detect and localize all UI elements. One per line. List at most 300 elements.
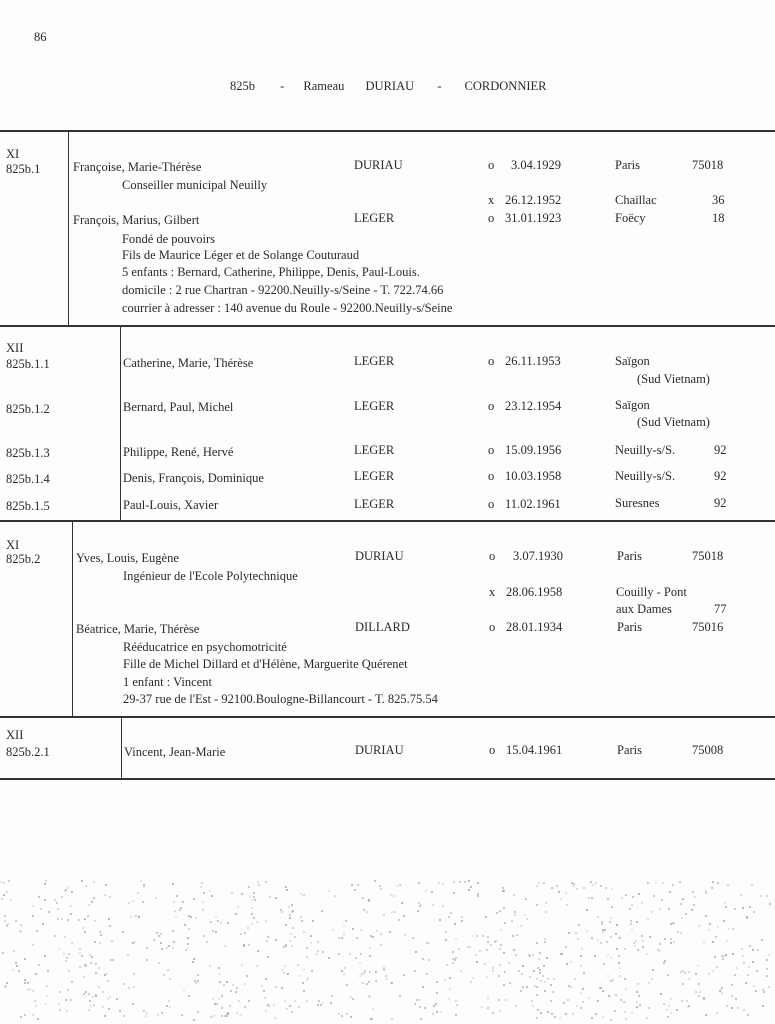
noise-dot bbox=[620, 999, 622, 1001]
noise-dot bbox=[197, 974, 199, 976]
noise-dot bbox=[169, 1006, 171, 1008]
noise-dot bbox=[452, 958, 454, 960]
noise-dot bbox=[552, 991, 554, 993]
noise-dot bbox=[415, 951, 417, 953]
noise-dot bbox=[360, 929, 362, 931]
noise-dot bbox=[500, 944, 502, 946]
person-surname: LEGER bbox=[354, 354, 395, 368]
noise-dot bbox=[615, 933, 617, 935]
noise-dot bbox=[182, 901, 184, 903]
noise-dot bbox=[306, 956, 308, 958]
noise-dot bbox=[565, 1013, 567, 1015]
noise-dot bbox=[694, 896, 696, 898]
noise-dot bbox=[209, 890, 211, 892]
noise-dot bbox=[594, 955, 596, 957]
noise-dot bbox=[642, 940, 644, 942]
noise-dot bbox=[561, 953, 563, 955]
birth-mark: o bbox=[488, 497, 495, 511]
noise-dot bbox=[218, 967, 220, 969]
noise-dot bbox=[311, 970, 313, 972]
noise-dot bbox=[172, 883, 174, 885]
noise-dot bbox=[385, 975, 387, 977]
noise-dot bbox=[267, 936, 269, 938]
header-surname2: CORDONNIER bbox=[464, 79, 547, 93]
noise-dot bbox=[160, 933, 162, 935]
noise-dot bbox=[61, 896, 63, 898]
noise-dot bbox=[518, 970, 520, 972]
person-detail: Rééducatrice en psychomotricité bbox=[123, 640, 287, 654]
noise-dot bbox=[352, 928, 354, 930]
noise-dot bbox=[391, 911, 393, 913]
noise-dot bbox=[16, 965, 18, 967]
noise-dot bbox=[332, 929, 334, 931]
noise-dot bbox=[558, 891, 560, 893]
noise-dot bbox=[747, 1014, 749, 1016]
noise-dot bbox=[261, 985, 263, 987]
noise-dot bbox=[536, 994, 538, 996]
noise-dot bbox=[383, 967, 385, 969]
noise-dot bbox=[687, 1006, 689, 1008]
noise-dot bbox=[168, 945, 170, 947]
noise-dot bbox=[634, 945, 636, 947]
person-given-names: Paul-Louis, Xavier bbox=[123, 498, 219, 512]
noise-dot bbox=[193, 958, 195, 960]
noise-dot bbox=[4, 986, 6, 988]
person-detail: courrier à adresser : 140 avenue du Roule - 92200.Neuilly-s/Seine bbox=[122, 301, 453, 315]
noise-dot bbox=[257, 950, 259, 952]
person-given-names: Philippe, René, Hervé bbox=[123, 445, 234, 459]
noise-dot bbox=[90, 962, 92, 964]
noise-dot bbox=[597, 916, 599, 918]
noise-dot bbox=[708, 929, 710, 931]
noise-dot bbox=[431, 891, 433, 893]
person-surname: LEGER bbox=[354, 469, 395, 483]
noise-dot bbox=[515, 954, 517, 956]
noise-dot bbox=[306, 1000, 308, 1002]
noise-dot bbox=[146, 959, 148, 961]
noise-dot bbox=[476, 935, 478, 937]
noise-dot bbox=[119, 1010, 121, 1012]
entry-number: 825b.1 bbox=[6, 162, 41, 176]
noise-dot bbox=[536, 885, 538, 887]
noise-dot bbox=[102, 991, 104, 993]
noise-dot bbox=[109, 996, 111, 998]
noise-dot bbox=[85, 991, 87, 993]
header-code: 825b bbox=[230, 79, 255, 93]
noise-dot bbox=[83, 993, 85, 995]
noise-dot bbox=[647, 918, 649, 920]
noise-dot bbox=[338, 953, 340, 955]
noise-dot bbox=[194, 980, 196, 982]
noise-dot bbox=[210, 921, 212, 923]
noise-dot bbox=[213, 1015, 215, 1017]
birth-date: 10.03.1958 bbox=[505, 469, 562, 483]
noise-dot bbox=[71, 942, 73, 944]
noise-dot bbox=[567, 999, 569, 1001]
noise-dot bbox=[230, 990, 232, 992]
noise-dot bbox=[513, 949, 515, 951]
noise-dot bbox=[251, 913, 253, 915]
noise-dot bbox=[104, 1015, 106, 1017]
noise-dot bbox=[522, 965, 524, 967]
noise-dot bbox=[636, 991, 638, 993]
noise-dot bbox=[433, 1005, 435, 1007]
noise-dot bbox=[3, 882, 5, 884]
noise-dot bbox=[452, 951, 454, 953]
noise-dot bbox=[65, 889, 67, 891]
noise-dot bbox=[575, 932, 577, 934]
noise-dot bbox=[583, 972, 585, 974]
noise-dot bbox=[192, 961, 194, 963]
marriage-date: 26.12.1952 bbox=[505, 193, 562, 207]
noise-dot bbox=[212, 998, 214, 1000]
noise-dot bbox=[109, 896, 111, 898]
noise-dot bbox=[81, 880, 83, 882]
noise-dot bbox=[36, 930, 38, 932]
noise-dot bbox=[532, 954, 534, 956]
noise-dot bbox=[545, 911, 547, 913]
noise-dot bbox=[63, 953, 65, 955]
noise-dot bbox=[745, 982, 747, 984]
noise-dot bbox=[648, 982, 650, 984]
noise-dot bbox=[292, 927, 294, 929]
noise-dot bbox=[544, 990, 546, 992]
noise-dot bbox=[219, 981, 221, 983]
noise-dot bbox=[676, 1009, 678, 1011]
noise-dot bbox=[660, 993, 662, 995]
birth-mark: o bbox=[488, 158, 495, 172]
noise-dot bbox=[595, 882, 597, 884]
noise-dot bbox=[135, 915, 137, 917]
marriage-code: 36 bbox=[712, 193, 725, 207]
noise-dot bbox=[708, 973, 710, 975]
noise-dot bbox=[286, 889, 288, 891]
noise-dot bbox=[294, 936, 296, 938]
birth-date: 11.02.1961 bbox=[505, 497, 561, 511]
noise-dot bbox=[574, 978, 576, 980]
noise-dot bbox=[632, 896, 634, 898]
noise-dot bbox=[572, 885, 574, 887]
noise-dot bbox=[146, 947, 148, 949]
noise-dot bbox=[284, 965, 286, 967]
noise-dot bbox=[83, 976, 85, 978]
noise-dot bbox=[237, 906, 239, 908]
person-surname: LEGER bbox=[354, 443, 395, 457]
noise-dot bbox=[464, 881, 466, 883]
noise-dot bbox=[653, 895, 655, 897]
noise-dot bbox=[468, 889, 470, 891]
birth-mark: o bbox=[488, 443, 495, 457]
noise-dot bbox=[720, 989, 722, 991]
noise-dot bbox=[485, 916, 487, 918]
noise-dot bbox=[624, 1011, 626, 1013]
noise-dot bbox=[526, 986, 528, 988]
noise-dot bbox=[273, 1004, 275, 1006]
noise-dot bbox=[601, 923, 603, 925]
birth-date: 3.07.1930 bbox=[513, 549, 563, 563]
noise-dot bbox=[526, 918, 528, 920]
noise-dot bbox=[286, 1008, 288, 1010]
noise-dot bbox=[566, 963, 568, 965]
noise-dot bbox=[721, 992, 723, 994]
noise-dot bbox=[568, 932, 570, 934]
noise-dot bbox=[241, 964, 243, 966]
noise-dot bbox=[668, 1005, 670, 1007]
birth-code: 75016 bbox=[692, 620, 724, 634]
noise-dot bbox=[303, 969, 305, 971]
person-given-names: Yves, Louis, Eugène bbox=[76, 551, 179, 565]
noise-dot bbox=[438, 882, 440, 884]
noise-dot bbox=[383, 969, 385, 971]
noise-dot bbox=[498, 975, 500, 977]
noise-dot bbox=[44, 883, 46, 885]
birth-mark: o bbox=[489, 620, 496, 634]
noise-dot bbox=[670, 938, 672, 940]
noise-dot bbox=[422, 958, 424, 960]
noise-dot bbox=[123, 983, 125, 985]
noise-dot bbox=[180, 907, 182, 909]
birth-mark: o bbox=[488, 211, 495, 225]
noise-dot bbox=[482, 935, 484, 937]
noise-dot bbox=[610, 936, 612, 938]
noise-dot bbox=[379, 885, 381, 887]
noise-dot bbox=[200, 886, 202, 888]
noise-dot bbox=[538, 958, 540, 960]
noise-dot bbox=[297, 964, 299, 966]
noise-dot bbox=[190, 916, 192, 918]
noise-dot bbox=[351, 884, 353, 886]
noise-dot bbox=[45, 880, 47, 882]
person-detail: 29-37 rue de l'Est - 92100.Boulogne-Billancourt - T. 825.75.54 bbox=[123, 692, 438, 706]
noise-dot bbox=[91, 901, 93, 903]
noise-dot bbox=[240, 1014, 242, 1016]
noise-dot bbox=[591, 1017, 593, 1019]
noise-dot bbox=[368, 981, 370, 983]
noise-dot bbox=[539, 969, 541, 971]
noise-dot bbox=[445, 931, 447, 933]
noise-dot bbox=[168, 1000, 170, 1002]
noise-dot bbox=[95, 972, 97, 974]
noise-dot bbox=[71, 981, 73, 983]
noise-dot bbox=[68, 970, 70, 972]
noise-dot bbox=[688, 971, 690, 973]
birth-place: Neuilly-s/S. bbox=[615, 469, 676, 483]
noise-dot bbox=[56, 902, 58, 904]
noise-dot bbox=[419, 1006, 421, 1008]
noise-dot bbox=[221, 1007, 223, 1009]
noise-dot bbox=[623, 1001, 625, 1003]
noise-dot bbox=[251, 899, 253, 901]
noise-dot bbox=[4, 915, 6, 917]
noise-dot bbox=[618, 962, 620, 964]
noise-dot bbox=[253, 892, 255, 894]
noise-dot bbox=[146, 1012, 148, 1014]
noise-dot bbox=[664, 938, 666, 940]
noise-dot bbox=[288, 906, 290, 908]
noise-dot bbox=[355, 957, 357, 959]
noise-dot bbox=[66, 1010, 68, 1012]
noise-dot bbox=[595, 1013, 597, 1015]
noise-dot bbox=[624, 948, 626, 950]
noise-dot bbox=[167, 969, 169, 971]
noise-dot bbox=[714, 956, 716, 958]
noise-dot bbox=[79, 952, 81, 954]
noise-dot bbox=[559, 1017, 561, 1019]
noise-dot bbox=[525, 898, 527, 900]
birth-place: Paris bbox=[615, 158, 640, 172]
noise-dot bbox=[487, 997, 489, 999]
noise-dot bbox=[469, 946, 471, 948]
noise-dot bbox=[734, 908, 736, 910]
noise-dot bbox=[299, 975, 301, 977]
noise-dot bbox=[352, 998, 354, 1000]
noise-dot bbox=[195, 917, 197, 919]
entry-number: 825b.1.3 bbox=[6, 446, 50, 460]
noise-dot bbox=[414, 1003, 416, 1005]
noise-dot bbox=[251, 923, 253, 925]
noise-dot bbox=[175, 916, 177, 918]
noise-dot bbox=[611, 888, 613, 890]
noise-dot bbox=[58, 948, 60, 950]
noise-dot bbox=[92, 996, 94, 998]
noise-dot bbox=[85, 885, 87, 887]
noise-dot bbox=[173, 901, 175, 903]
noise-dot bbox=[362, 897, 364, 899]
person-detail: Fondé de pouvoirs bbox=[122, 232, 216, 246]
noise-dot bbox=[257, 881, 259, 883]
noise-dot bbox=[715, 936, 717, 938]
noise-dot bbox=[256, 921, 258, 923]
noise-dot bbox=[394, 911, 396, 913]
noise-dot bbox=[7, 923, 9, 925]
noise-dot bbox=[108, 918, 110, 920]
noise-dot bbox=[322, 951, 324, 953]
noise-dot bbox=[536, 942, 538, 944]
birth-code: 92 bbox=[714, 469, 727, 483]
noise-dot bbox=[346, 1013, 348, 1015]
noise-dot bbox=[263, 990, 265, 992]
noise-dot bbox=[515, 1005, 517, 1007]
noise-dot bbox=[499, 964, 501, 966]
noise-dot bbox=[300, 916, 302, 918]
birth-place: Saïgon bbox=[615, 354, 650, 368]
noise-dot bbox=[450, 912, 452, 914]
noise-dot bbox=[160, 942, 162, 944]
birth-date: 3.04.1929 bbox=[511, 158, 561, 172]
entry-number: 825b.1.5 bbox=[6, 499, 50, 513]
noise-dot bbox=[48, 911, 50, 913]
person-detail: Conseiller municipal Neuilly bbox=[122, 178, 268, 192]
noise-dot bbox=[376, 930, 378, 932]
noise-dot bbox=[766, 959, 768, 961]
noise-dot bbox=[166, 947, 168, 949]
noise-dot bbox=[345, 920, 347, 922]
noise-dot bbox=[609, 921, 611, 923]
noise-dot bbox=[540, 1012, 542, 1014]
noise-dot bbox=[428, 942, 430, 944]
noise-dot bbox=[375, 980, 377, 982]
noise-dot bbox=[265, 881, 267, 883]
noise-dot bbox=[619, 975, 621, 977]
noise-dot bbox=[539, 972, 541, 974]
noise-dot bbox=[3, 894, 5, 896]
noise-dot bbox=[580, 1007, 582, 1009]
birth-code: 75008 bbox=[692, 743, 724, 757]
noise-dot bbox=[588, 897, 590, 899]
noise-dot bbox=[253, 917, 255, 919]
noise-dot bbox=[511, 920, 513, 922]
noise-dot bbox=[611, 906, 613, 908]
noise-dot bbox=[298, 1006, 300, 1008]
noise-dot bbox=[680, 932, 682, 934]
noise-dot bbox=[591, 937, 593, 939]
noise-dot bbox=[87, 915, 89, 917]
noise-dot bbox=[514, 914, 516, 916]
noise-dot bbox=[736, 967, 738, 969]
noise-dot bbox=[524, 914, 526, 916]
noise-dot bbox=[138, 916, 140, 918]
noise-dot bbox=[680, 903, 682, 905]
noise-dot bbox=[27, 982, 29, 984]
section-divider bbox=[0, 325, 775, 327]
noise-dot bbox=[251, 907, 253, 909]
noise-dot bbox=[766, 975, 768, 977]
noise-dot bbox=[496, 912, 498, 914]
noise-dot bbox=[698, 983, 700, 985]
noise-dot bbox=[566, 904, 568, 906]
noise-dot bbox=[188, 928, 190, 930]
noise-dot bbox=[749, 906, 751, 908]
noise-dot bbox=[723, 920, 725, 922]
noise-dot bbox=[659, 943, 661, 945]
noise-dot bbox=[442, 883, 444, 885]
noise-dot bbox=[15, 920, 17, 922]
noise-dot bbox=[716, 966, 718, 968]
noise-dot bbox=[565, 946, 567, 948]
noise-dot bbox=[614, 1010, 616, 1012]
noise-dot bbox=[93, 897, 95, 899]
noise-dot bbox=[354, 889, 356, 891]
noise-dot bbox=[300, 893, 302, 895]
generation-label: XI bbox=[6, 538, 20, 552]
noise-dot bbox=[35, 973, 37, 975]
noise-dot bbox=[705, 892, 707, 894]
noise-dot bbox=[399, 884, 401, 886]
noise-dot bbox=[4, 920, 6, 922]
person-given-names: Françoise, Marie-Thérèse bbox=[73, 160, 202, 174]
noise-dot bbox=[404, 934, 406, 936]
noise-dot bbox=[24, 1014, 26, 1016]
noise-dot bbox=[247, 927, 249, 929]
noise-dot bbox=[341, 937, 343, 939]
noise-dot bbox=[264, 997, 266, 999]
noise-dot bbox=[586, 909, 588, 911]
noise-dot bbox=[607, 975, 609, 977]
noise-dot bbox=[193, 898, 195, 900]
noise-dot bbox=[197, 1011, 199, 1013]
noise-dot bbox=[219, 973, 221, 975]
noise-dot bbox=[580, 992, 582, 994]
noise-dot bbox=[267, 1004, 269, 1006]
noise-dot bbox=[543, 882, 545, 884]
entry-number: 825b.1.2 bbox=[6, 402, 50, 416]
header-name: DURIAU bbox=[365, 79, 415, 93]
noise-dot bbox=[403, 974, 405, 976]
noise-dot bbox=[390, 982, 392, 984]
noise-dot bbox=[79, 966, 81, 968]
generation-label: XII bbox=[6, 728, 24, 742]
noise-dot bbox=[766, 968, 768, 970]
